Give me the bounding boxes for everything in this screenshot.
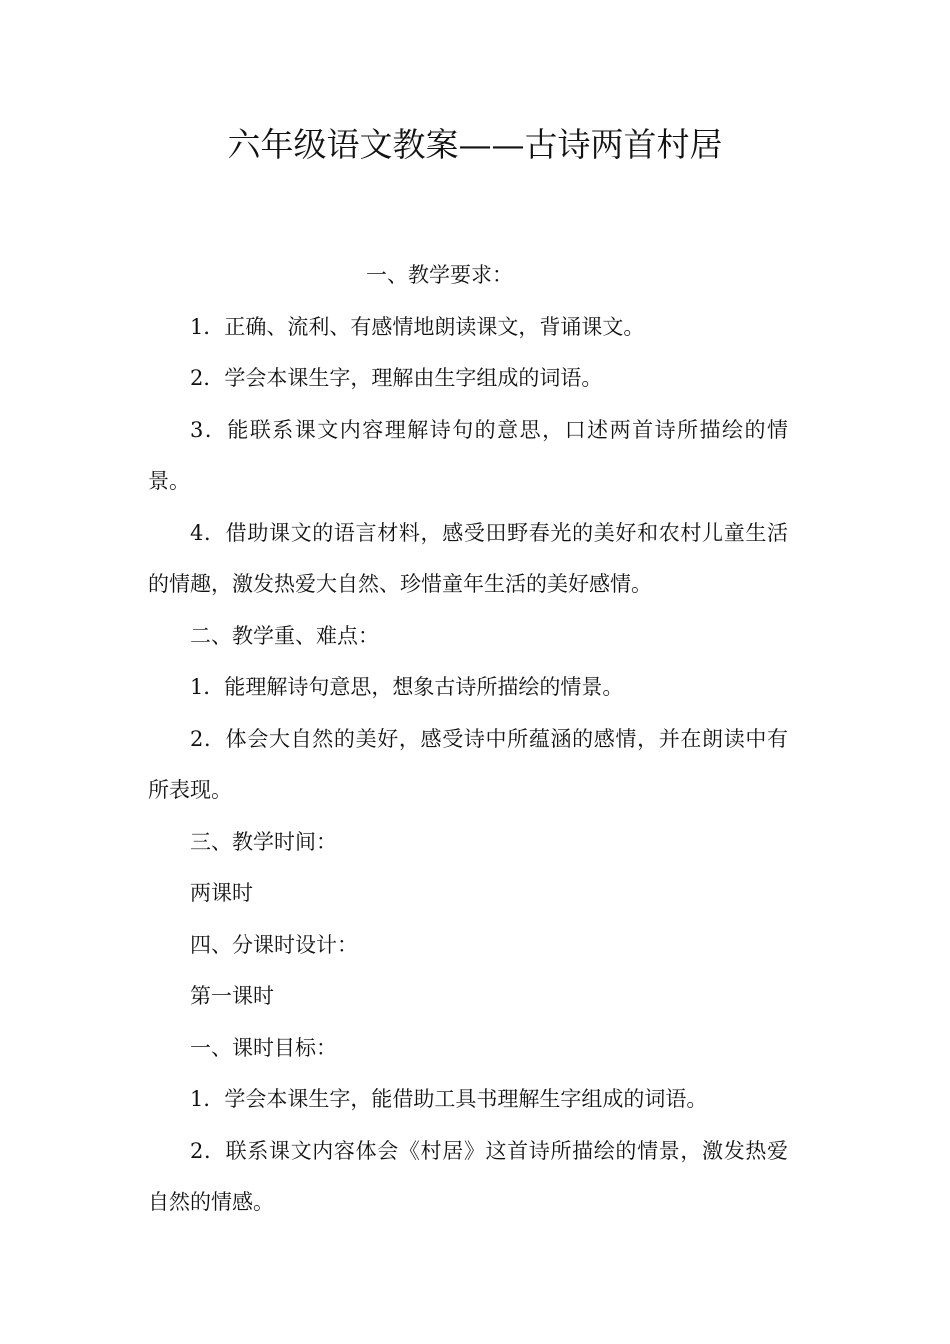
section-heading-teaching-time: 三、教学时间：	[190, 829, 337, 854]
paragraph: 第一课时	[190, 984, 274, 1008]
paragraph: 4．借助课文的语言材料，感受田野春光的美好和农村儿童生活的情趣，激发热爱大自然、珍惜童年生活的美好感情。	[148, 520, 788, 596]
section-heading-key-points: 二、教学重、难点：	[190, 623, 379, 648]
document-title: 六年级语文教案——古诗两首村居	[227, 125, 723, 164]
paragraph: 1．学会本课生字，能借助工具书理解生字组成的词语。	[190, 1087, 708, 1111]
paragraph: 1．能理解诗句意思，想象古诗所描绘的情景。	[190, 675, 624, 699]
section-heading-lesson-design: 四、分课时设计：	[190, 932, 358, 957]
paragraph: 1．正确、流利、有感情地朗读课文，背诵课文。	[190, 314, 645, 339]
section-heading-teaching-requirements: 一、教学要求：	[366, 263, 513, 287]
paragraph: 2．体会大自然的美好，感受诗中所蕴涵的感情，并在朗读中有所表现。	[148, 726, 788, 802]
document-body	[148, 250, 788, 1229]
paragraph: 2．学会本课生字，理解由生字组成的词语。	[190, 366, 603, 390]
paragraph: 两课时	[190, 881, 253, 905]
paragraph: 3．能联系课文内容理解诗句的意思，口述两首诗所描绘的情景。	[148, 417, 788, 493]
section-heading-lesson-goals: 一、课时目标：	[190, 1035, 337, 1060]
paragraph: 2．联系课文内容体会《村居》这首诗所描绘的情景，激发热爱自然的情感。	[148, 1138, 788, 1214]
